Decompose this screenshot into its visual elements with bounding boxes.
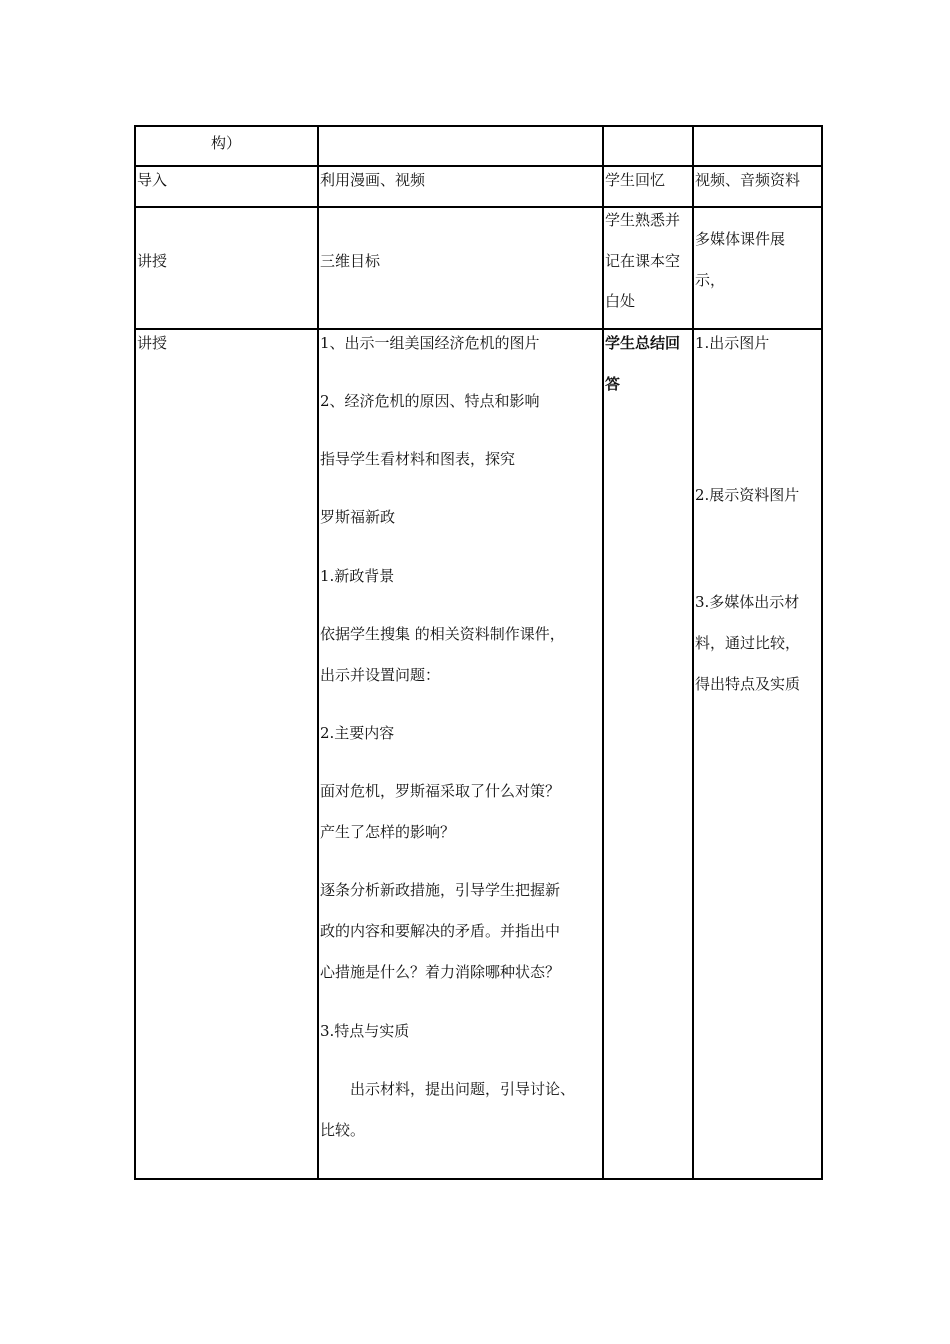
text-line: 白处: [605, 292, 636, 310]
stage-label: 讲授: [137, 334, 168, 352]
table-cell: [693, 207, 822, 329]
table-cell: [693, 126, 822, 166]
text-line: 1.出示图片: [695, 334, 770, 352]
structure-label: 构）: [211, 134, 242, 152]
table-cell: [693, 166, 822, 207]
lesson-plan-table: [134, 125, 823, 1180]
table-cell: [603, 329, 693, 1179]
text-line: 2.展示资料图片: [695, 486, 800, 504]
table-cell: [603, 126, 693, 166]
text-line: 1.新政背景: [320, 567, 395, 585]
text-line: 罗斯福新政: [320, 508, 396, 526]
text-line: 1、出示一组美国经济危机的图片: [320, 334, 540, 352]
text-line: 记在课本空: [605, 252, 681, 270]
text-line: 2、经济危机的原因、特点和影响: [320, 392, 540, 410]
media-resource: [695, 208, 821, 300]
table-cell: [603, 166, 693, 207]
text-line: 学生总结回: [605, 334, 681, 352]
text-line: 政的内容和要解决的矛盾。并指出中: [320, 922, 561, 940]
text-line: 出示材料，提出问题，引导讨论、: [320, 1080, 576, 1098]
text-line: 指导学生看材料和图表，探究: [320, 450, 516, 468]
text-line: 2.主要内容: [320, 724, 395, 742]
student-activity: 学生回忆: [605, 171, 666, 189]
text-line: 产生了怎样的影响？: [320, 823, 456, 841]
text-line: 心措施是什么？着力消除哪种状态？: [320, 963, 561, 981]
table-row: [135, 126, 822, 166]
student-activity: [605, 208, 692, 321]
text-line: 面对危机，罗斯福采取了什么对策？: [320, 782, 561, 800]
text-line: 得出特点及实质: [695, 675, 801, 693]
text-line: 学生熟悉并: [605, 211, 681, 229]
text-line: 料，通过比较，: [695, 634, 801, 652]
text-line: 多媒体课件展: [695, 230, 786, 248]
table-cell: [693, 329, 822, 1179]
text-line: 出示并设置问题：: [320, 666, 441, 684]
text-line: 3.特点与实质: [320, 1022, 410, 1040]
stage-label: 导入: [137, 171, 168, 189]
text-line: 逐条分析新政措施，引导学生把握新: [320, 881, 561, 899]
teacher-activity: 利用漫画、视频: [320, 171, 426, 189]
text-line: 依据学生搜集 的相关资料制作课件，: [320, 625, 565, 643]
table-cell: [135, 126, 318, 166]
table-row: [135, 166, 822, 207]
table-cell: [135, 207, 318, 329]
table-cell: [135, 166, 318, 207]
stage-label: 讲授: [137, 252, 168, 270]
table-cell: [318, 207, 603, 329]
table-cell: [318, 126, 603, 166]
table-cell: [318, 329, 603, 1179]
teacher-activity: 三维目标: [320, 252, 381, 270]
text-line: 3.多媒体出示材: [695, 593, 800, 611]
table-cell: [318, 166, 603, 207]
table-row: [135, 329, 822, 1179]
text-line: 答: [605, 375, 621, 393]
media-resource: 视频、音频资料: [695, 171, 801, 189]
table-cell: [603, 207, 693, 329]
table-row: [135, 207, 822, 329]
table-cell: [135, 329, 318, 1179]
text-line: 示，: [695, 271, 726, 289]
text-line: 比较。: [320, 1121, 366, 1139]
